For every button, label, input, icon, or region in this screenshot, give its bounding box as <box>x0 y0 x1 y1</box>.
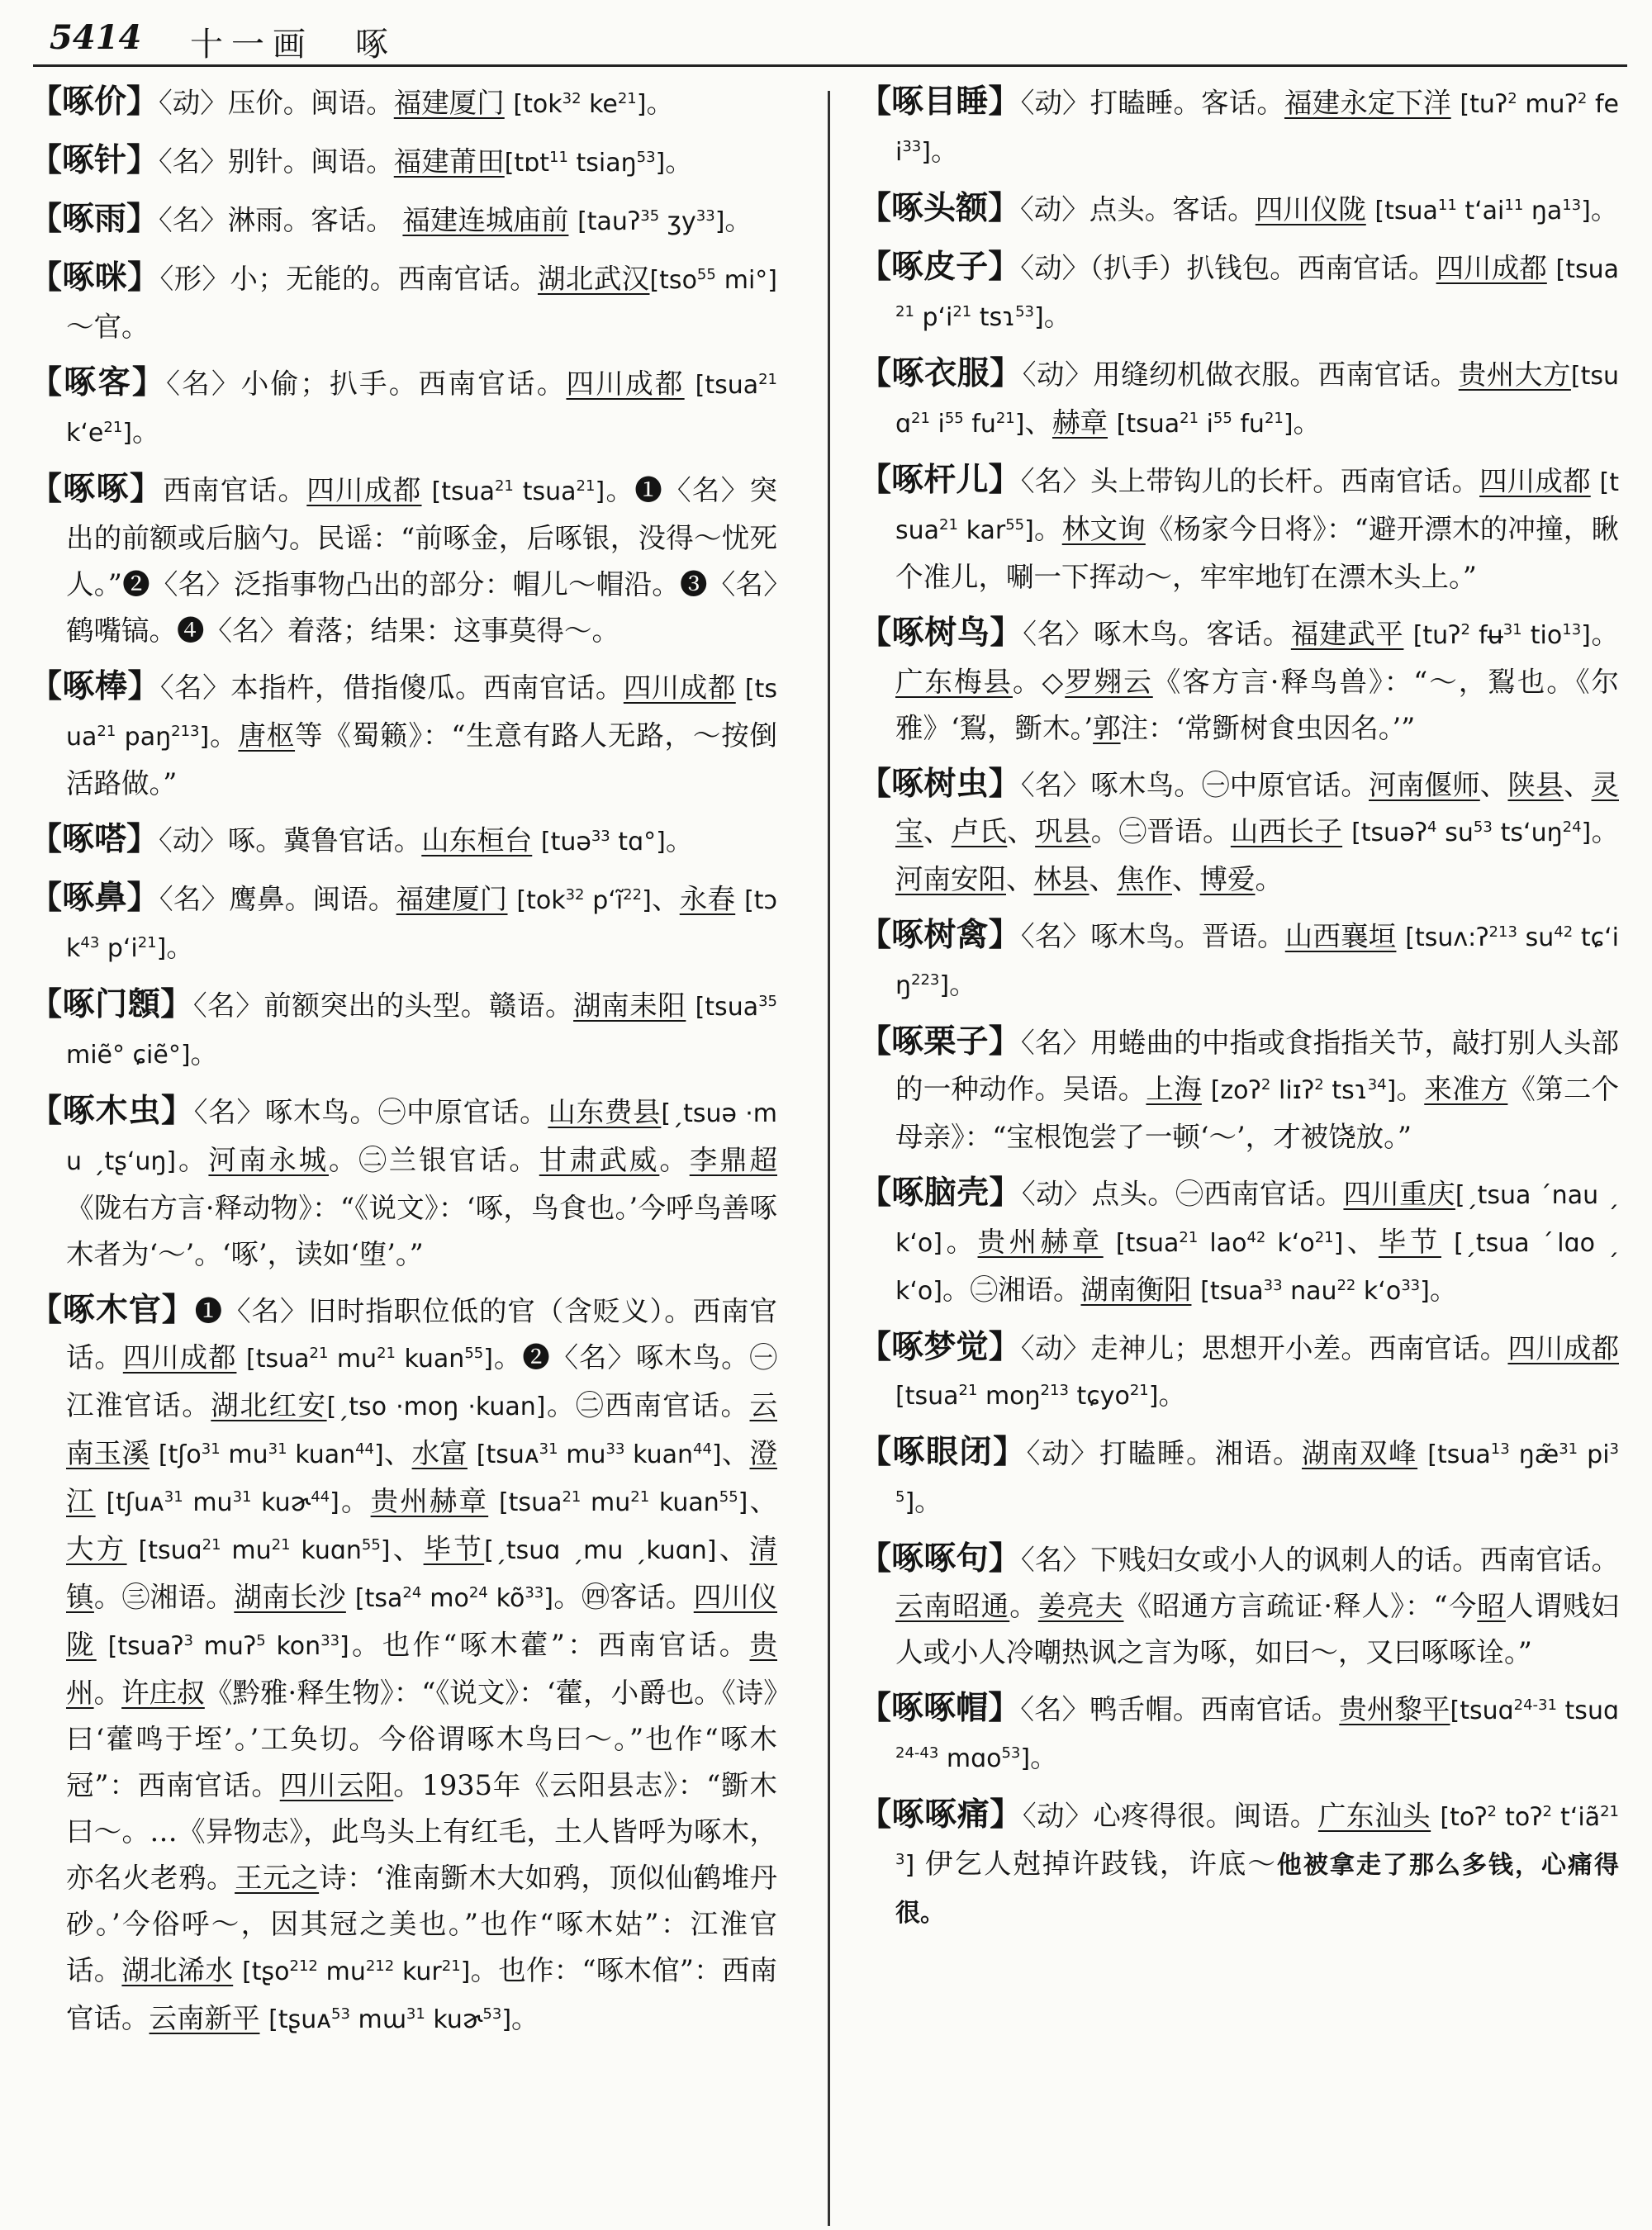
dictionary-entry: 【啄棒】〈名〉本指杵，借指傻瓜。西南官话。四川成都 [tsua$^{21}$ paŋ$^{213}$]。唐枢等《蜀籁》：“生意有路人无路，～按倒活路做。” <box>30 668 777 799</box>
dictionary-entry: 【啄梦觉】〈动〉走神儿；思想开小差。西南官话。四川成都 [tsua$^{21}$ moŋ$^{213}$ tɕyo$^{21}$]。 <box>859 1329 1619 1411</box>
section-title: 十一画 啄 <box>190 26 396 64</box>
header-rule <box>33 64 1627 67</box>
dictionary-entry: 【啄木官】❶〈名〉旧时指职位低的官（含贬义）。西南官话。四川成都 [tsua$^{21}$ $mu^{21}$ kuan$^{55}$]。❷〈名〉啄木鸟。㊀江淮官话。湖北红安[ˏtso ·moŋ ·kuan]。㊁西南官话。云南玉溪 [tʃo$^{31}$ $mu^{31}$ kuan$^{44}$]、水富 [tsuᴀ$^{31}$ $mu^{33}$ kuan$^{44}$]、澄江 [tʃuᴀ$^{31}$ $mu^{31}$ kuɚ$^{44}$]。贵州赫章 [tsua$^{21}$ $mu^{21}$ kuan$^{55}$]、大方 [tsuɑ$^{21}$ $mu^{21}$ kuɑn$^{55}$]、毕节[ˏtsuɑ ˏmu ˏkuɑn]、清镇。㊂湘语。湖南长沙 [tsa$^{24}$ $mo^{24}$ $kõ^{33}$]。㊃客话。四川仪陇 [tsuaʔ$^3$ muʔ$^5$ kon$^{33}$]。也作“啄木藿”：西南官话。贵州。许庄叔《黔雅·释生物》：“《说文》：‘藿，小爵也。《诗》曰‘藿鸣于垤’。’工奂切。今俗谓啄木鸟曰～。”也作“啄木冠”：西南官话。四川云阳。1935年《云阳县志》：“斵木曰～。…《异物志》，此鸟头上有红毛，土人皆呼为啄木，亦名火老鸦。王元之诗：‘淮南斵木大如鸦，顶似仙鹤堆丹砂。’今俗呼～，因其冠之美也。”也作“啄木姑”：江淮官话。湖北浠水 [tʂo$^{212}$ $mu^{212}$ kur$^{21}$]。也作：“啄木倌”：西南官话。云南新平 [tʂuᴀ$^{53}$ mɯ$^{31}$ kuɚ$^{53}$]。 <box>30 1292 777 2034</box>
dictionary-entry: 【啄啄帽】〈名〉鸭舌帽。西南官话。贵州黎平[tsuɑ$^{24-31}$ tsuɑ$^{24-43}$ mɑo$^{53}$]。 <box>859 1690 1619 1773</box>
dictionary-entry: 【啄眼闭】〈动〉打瞌睡。湘语。湖南双峰 [tsua$^{13}$ ŋæ̃$^{31}$ $pi^{35}$]。 <box>859 1434 1619 1517</box>
dictionary-entry: 【啄雨】〈名〉淋雨。客话。 福建连城庙前 [tauʔ$^{35}$ ʒy$^{33}$]。 <box>30 201 752 238</box>
dictionary-entry: 【啄头额】〈动〉点头。客话。四川仪陇 [tsua$^{11}$ $t‘ai^{11}$ $ŋa^{13}$]。 <box>859 190 1619 227</box>
dictionary-entry: 【啄客】〈名〉小偷；扒手。西南官话。四川成都 [tsua$^{21}$ $k‘e^{21}$]。 <box>30 364 777 448</box>
dictionary-entry: 【啄木虫】〈名〉啄木鸟。㊀中原官话。山东费县[ˏtsuə ·mu ˏtʂ‘uŋ]。河南永城。㊁兰银官话。甘肃武威。李鼎超《陇右方言·释动物》：“《说文》：‘啄，鸟食也。’今呼鸟善啄木者为‘～’。‘啄’，读如‘堕’。” <box>30 1093 777 1270</box>
dictionary-entry: 【啄啄句】〈名〉下贱妇女或小人的讽刺人的话。西南官话。云南昭通。姜亮夫《昭通方言疏证·释人》：“今昭人谓贱妇人或小人冷嘲热讽之言为啄，如曰～，又曰啄啄诠。” <box>859 1540 1619 1668</box>
left-column <box>30 79 777 2225</box>
page-header <box>50 12 1619 63</box>
dictionary-entry: 【啄栗子】〈名〉用蜷曲的中指或食指指关节，敲打别人头部的一种动作。吴语。上海 [zoʔ$^2$ liɪʔ$^2$ tsɿ$^{34}$]。来准方《第二个母亲》：“宝根饱尝了一顿‘～’，才被饶放。” <box>859 1023 1619 1153</box>
dictionary-entry: 【啄衣服】〈动〉用缝纫机做衣服。西南官话。贵州大方[tsuɑ$^{21}$ $i^{55}$ $fu^{21}$]、赫章 [tsua$^{21}$ $i^{55}$ $fu^{21}$]。 <box>859 355 1619 439</box>
page-number: 5414 <box>50 18 142 57</box>
dictionary-entry: 【啄鼻】〈名〉鹰鼻。闽语。福建厦门 [tok$^{32}$ $p‘ĩ^{22}$]、永春 [tɔk$^{43}$ $p‘i^{21}$]。 <box>30 880 777 963</box>
dictionary-entry: 【啄门顖】〈名〉前额突出的头型。赣语。湖南耒阳 [tsua$^{35}$ miẽ° ɕiẽ°]。 <box>30 986 777 1070</box>
dictionary-entry: 【啄咪】〈形〉小；无能的。西南官话。湖北武汉[tso$^{55}$ mi°] ～官。 <box>30 259 777 343</box>
column-divider <box>828 91 830 2226</box>
dictionary-entry: 【啄针】〈名〉别针。闽语。福建莆田[tɒt$^{11}$ tsiaŋ$^{53}$]。 <box>30 142 693 179</box>
dictionary-entry: 【啄价】〈动〉压价。闽语。福建厦门 [tok$^{32}$ $ke^{21}$]。 <box>30 83 674 121</box>
dictionary-entry: 【啄目睡】〈动〉打瞌睡。客话。福建永定下洋 [tuʔ$^2$ muʔ$^2$ fei$^{33}$]。 <box>859 83 1619 167</box>
right-column <box>859 79 1619 2225</box>
dictionary-entry: 【啄树虫】〈名〉啄木鸟。㊀中原官话。河南偃师、陕县、灵宝、卢氏、巩县。㊁晋语。山西长子 [tsuəʔ$^4$ $su^{53}$ $ts‘uŋ^{24}$]。河南安阳、林县、焦作、博爱。 <box>859 766 1619 895</box>
dictionary-entry: 【啄树鸟】〈名〉啄木鸟。客话。福建武平 [tuʔ$^2$ fʉ$^{31}$ tio$^{13}$]。广东梅县。◇罗翙云《客方言·释鸟兽》：“～，鴷也。《尔雅》‘鴷，斵木。’郭注：‘常斵树食虫因名。’” <box>859 614 1619 744</box>
dictionary-entry: 【啄啄】西南官话。四川成都 [tsua$^{21}$ tsua$^{21}$]。❶〈名〉突出的前额或后脑勺。民谣：“前啄金，后啄银，没得～忧死人。”❷〈名〉泛指事物凸出的部分：帽儿～帽沿。❸〈名〉鹤嘴镐。❹〈名〉着落；结果：这事莫得～。 <box>30 471 777 647</box>
dictionary-entry: 【啄嗒】〈动〉啄。冀鲁官话。山东桓台 [tuə$^{33}$ tɑ°]。 <box>30 821 694 858</box>
dictionary-entry: 【啄皮子】〈动〉（扒手）扒钱包。西南官话。四川成都 [tsua$^{21}$ $p‘i^{21}$ tsɿ$^{53}$]。 <box>859 249 1619 332</box>
dictionary-entry: 【啄啄痛】〈动〉心疼得很。闽语。广东汕头 [toʔ$^2$ toʔ$^2$ $t‘iã^{213}$] 伊乞人尅掉许跂钱，许底～他被拿走了那么多钱，心痛得很。 <box>859 1796 1619 1928</box>
dictionary-entry: 【啄树禽】〈名〉啄木鸟。晋语。山西襄垣 [tsuʌ:ʔ$^{213}$ $su^{42}$ $tɕ‘iŋ^{223}$]。 <box>859 917 1619 1000</box>
dictionary-entry: 【啄杆儿】〈名〉头上带钩儿的长杆。西南官话。四川成都 [tsua$^{21}$ kar$^{55}$]。林文询《杨家今日将》：“避开漂木的冲撞，瞅个准儿，唰一下挥动～，牢牢地钉在漂木头上。” <box>859 462 1619 593</box>
dictionary-entry: 【啄脑壳】〈动〉点头。㊀西南官话。四川重庆[ˏtsua ˊnau ˏk‘o]。贵州赫章 [tsua$^{21}$ lao$^{42}$ $k‘o^{21}$]、毕节 [ˏtsua ˊlɑo ˏk‘o]。㊁湘语。湖南衡阳 [tsua$^{33}$ nau$^{22}$ $k‘o^{33}$]。 <box>859 1174 1619 1306</box>
